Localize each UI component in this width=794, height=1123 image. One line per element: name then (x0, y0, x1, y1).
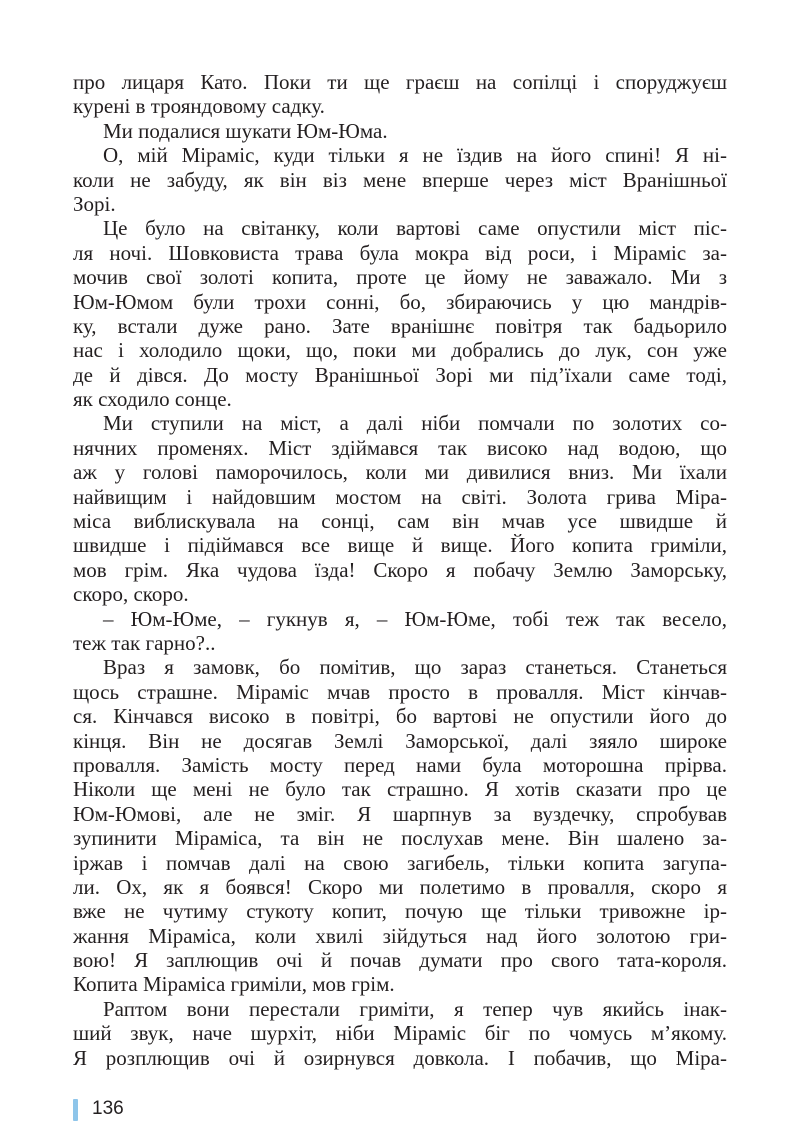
text-line: Ніколи ще мені не було так страшно. Я хотів сказати про це (73, 777, 727, 802)
text-line: швидше і підіймався все вище й вище. Його копита гриміли, (73, 533, 727, 558)
paragraph (73, 655, 727, 996)
text-line: щось страшне. Міраміс мчав просто в провалля. Міст кінчав- (73, 679, 727, 704)
page-number-accent-bar (73, 1099, 78, 1121)
paragraph (73, 216, 727, 411)
text-line: Копита Міраміса гриміли, мов грім. (73, 972, 395, 997)
paragraph (73, 607, 727, 656)
text-line: скоро, скоро. (73, 582, 189, 607)
text-line: курені в трояндовому садку. (73, 94, 325, 119)
paragraph (73, 119, 727, 143)
text-line: ли. Ох, як я боявся! Скоро ми полетимо в провалля, скоро я (73, 874, 727, 899)
text-line: мочив свої золоті копита, проте це йому не заважало. Ми з (73, 265, 727, 290)
text-line: Це було на світанку, коли вартові саме опустили міст піс- (103, 216, 727, 241)
text-line: вою! Я заплющив очі й почав думати про свого тата-короля. (73, 948, 727, 973)
paragraph (73, 143, 727, 216)
page-text (73, 70, 727, 1070)
text-line: – Юм-Юме, – гукнув я, – Юм-Юме, тобі теж так весело, (103, 606, 727, 631)
text-line: жання Міраміса, коли хвилі зійдуться над його золотою гри- (73, 923, 727, 948)
page-number: 136 (92, 1098, 124, 1119)
paragraph (73, 997, 727, 1070)
text-line: Я розплющив очі й озирнувся довкола. І побачив, що Міра- (73, 1045, 727, 1070)
text-line: міса виблискувала на сонці, сам він мчав усе швидше й (73, 509, 727, 534)
text-line: Юм-Юмом були трохи сонні, бо, збираючись у цю мандрів- (73, 289, 727, 314)
text-line: як сходило сонце. (73, 387, 232, 412)
text-line: теж так гарно?.. (73, 630, 216, 655)
text-line: іржав і помчав далі на свою загибель, тільки копита загупа- (73, 850, 727, 875)
text-line: Зорі. (73, 191, 116, 216)
paragraph (73, 70, 727, 119)
text-line: коли не забуду, як він віз мене вперше через міст Вранішньої (73, 167, 727, 192)
text-line: Ми ступили на міст, а далі ніби помчали по золотих со- (103, 411, 727, 436)
paragraph (73, 411, 727, 606)
text-line: найвищим і найдовшим мостом на світі. Золота грива Міра- (73, 484, 727, 509)
text-line: мов грім. Яка чудова їзда! Скоро я побачу Землю Заморську, (73, 557, 727, 582)
text-line: Юм-Юмові, але не зміг. Я шарпнув за вуздечку, спробував (73, 801, 727, 826)
text-line: де й дівся. До мосту Вранішньої Зорі ми під’їхали саме тоді, (73, 362, 727, 387)
text-line: вже не чутиму стукоту копит, почую ще тільки тривожне ір- (73, 899, 727, 924)
text-line: нас і холодило щоки, що, поки ми добрались до лук, сон уже (73, 338, 727, 363)
text-line: Враз я замовк, бо помітив, що зараз станеться. Станеться (103, 655, 727, 680)
text-line: ля ночі. Шовковиста трава була мокра від роси, і Міраміс за- (73, 240, 727, 265)
text-line: ся. Кінчався високо в повітрі, бо вартові не опустили його до (73, 704, 727, 729)
text-line: О, мій Міраміс, куди тільки я не їздив на його спині! Я ні- (103, 143, 727, 168)
text-line: ку, встали дуже рано. Зате вранішнє повітря так бадьорило (73, 313, 727, 338)
text-line: провалля. Замість мосту перед нами була моторошна прірва. (73, 752, 727, 777)
text-line: кінця. Він не досягав Землі Заморської, далі зяяло широке (73, 728, 727, 753)
text-line: ший звук, наче шурхіт, ніби Міраміс біг по чомусь м’якому. (73, 1021, 727, 1046)
text-line: про лицаря Като. Поки ти ще граєш на сопілці і споруджуєш (73, 70, 727, 94)
text-line: Ми подалися шукати Юм-Юма. (103, 118, 388, 143)
text-line: зупинити Міраміса, та він не послухав мене. Він шалено за- (73, 826, 727, 851)
text-line: аж у голові паморочилось, коли ми дивилися вниз. Ми їхали (73, 460, 727, 485)
text-line: Раптом вони перестали гриміти, я тепер чув якийсь інак- (103, 996, 727, 1021)
text-line: нячних променях. Міст здіймався так високо над водою, що (73, 435, 727, 460)
